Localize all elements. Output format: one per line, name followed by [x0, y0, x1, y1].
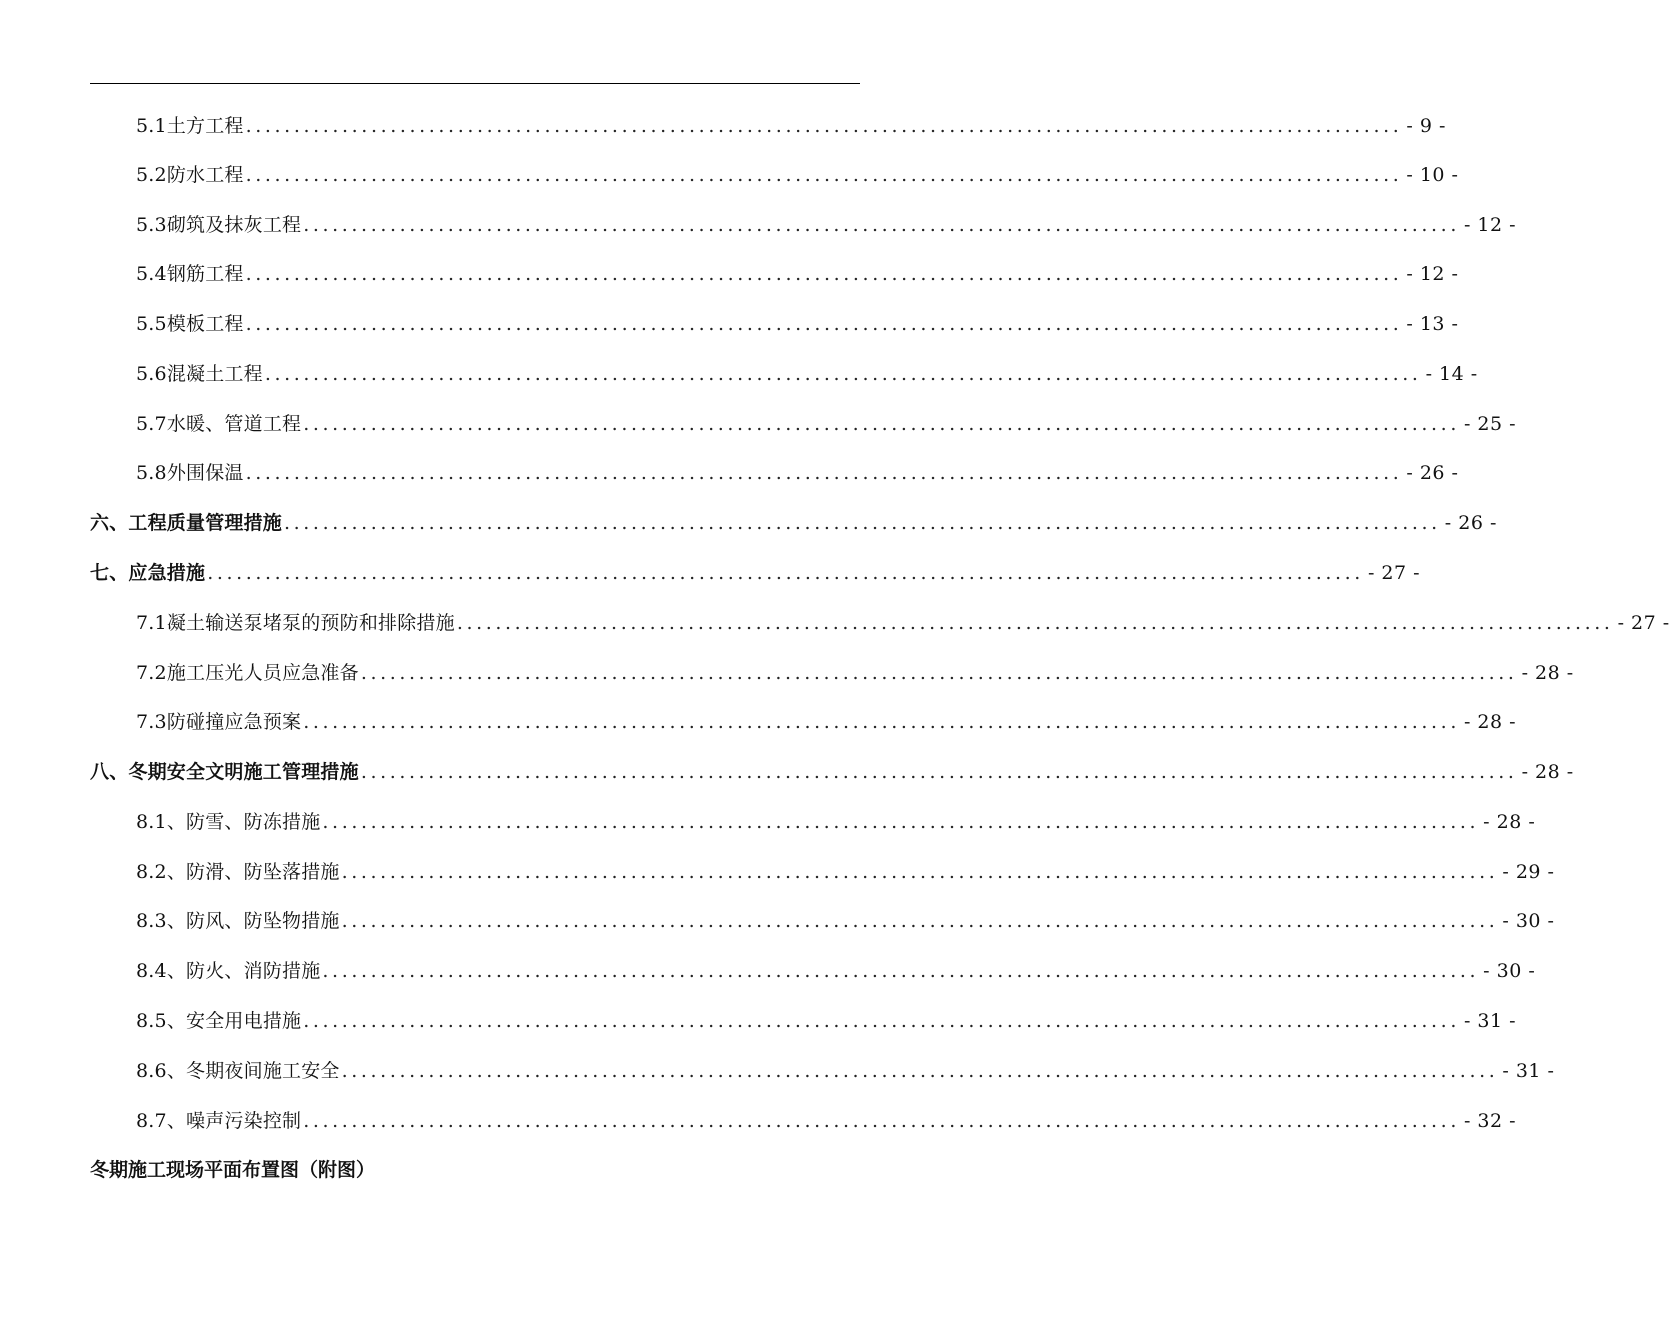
toc-entry-7-3[interactable]	[136, 707, 1517, 737]
dot-leader: ........................................................................................................................	[341, 861, 1499, 883]
toc-entry-title: 5.5模板工程	[136, 313, 244, 335]
toc-entry-title: 六、工程质量管理措施	[90, 512, 283, 534]
toc-entry-title: 8.2、防滑、防坠落措施	[136, 861, 340, 883]
toc-entry-8-4[interactable]	[136, 956, 1536, 986]
toc-entry-title: 7.2施工压光人员应急准备	[136, 662, 359, 684]
toc-entry-7-2[interactable]	[136, 658, 1574, 688]
appendix-heading: 冬期施工现场平面布置图（附图）	[90, 1159, 376, 1181]
toc-entry-title: 5.7水暖、管道工程	[136, 413, 302, 435]
toc-entry-title: 5.3砌筑及抹灰工程	[136, 214, 302, 236]
toc-page-number: - 31 -	[1502, 1060, 1555, 1082]
toc-page-number: - 29 -	[1502, 861, 1555, 883]
dot-leader: ........................................................................................................................	[322, 811, 1480, 833]
toc-entry-section-6[interactable]	[90, 508, 1497, 538]
toc-entry-title: 8.5、安全用电措施	[136, 1010, 302, 1032]
toc-page-number: - 32 -	[1463, 1110, 1517, 1132]
dot-leader: ........................................................................................................................	[341, 1060, 1499, 1082]
toc-entry-title: 8.7、噪声污染控制	[136, 1110, 302, 1132]
dot-leader: ........................................................................................................................	[303, 711, 1460, 733]
toc-entry-title: 8.6、冬期夜间施工安全	[136, 1060, 340, 1082]
dot-leader: ........................................................................................................................	[303, 1110, 1460, 1132]
toc-page-number: - 14 -	[1425, 363, 1478, 385]
toc-page-number: - 28 -	[1521, 662, 1574, 684]
toc-entry-5-5[interactable]	[136, 309, 1459, 339]
toc-entry-section-8[interactable]	[90, 757, 1574, 787]
toc-entry-5-8[interactable]	[136, 458, 1459, 488]
toc-entry-8-5[interactable]	[136, 1006, 1517, 1036]
toc-page-number: - 28 -	[1463, 711, 1517, 733]
toc-entry-title: 7.1凝土输送泵堵泵的预防和排除措施	[136, 612, 455, 634]
toc-page-number: - 31 -	[1463, 1010, 1517, 1032]
toc-entry-7-1[interactable]	[136, 608, 1670, 638]
toc-entry-title: 5.1土方工程	[136, 115, 244, 137]
toc-entry-title: 8.3、防风、防坠物措施	[136, 910, 340, 932]
toc-page-number: - 13 -	[1406, 313, 1459, 335]
toc-entry-5-4[interactable]	[136, 259, 1459, 289]
toc-entry-8-2[interactable]	[136, 857, 1555, 887]
dot-leader: ........................................................................................................................	[303, 413, 1460, 435]
toc-entry-5-6[interactable]	[136, 359, 1478, 389]
dot-leader: ........................................................................................................................	[207, 562, 1364, 584]
dot-leader: ........................................................................................................................	[360, 761, 1518, 783]
toc-entry-title: 5.4钢筋工程	[136, 263, 244, 285]
toc-entry-8-1[interactable]	[136, 807, 1536, 837]
toc-page-number: - 27 -	[1617, 612, 1670, 634]
toc-page-number: - 30 -	[1483, 960, 1536, 982]
toc-entry-5-7[interactable]	[136, 409, 1517, 439]
dot-leader: ........................................................................................................................	[303, 1010, 1460, 1032]
dot-leader: ........................................................................................................................	[322, 960, 1480, 982]
toc-page-number: - 12 -	[1463, 214, 1517, 236]
dot-leader: ........................................................................................................................	[456, 612, 1614, 634]
toc-page-number: - 26 -	[1444, 512, 1497, 534]
toc-entry-5-3[interactable]	[136, 210, 1517, 240]
toc-entry-title: 5.8外围保温	[136, 462, 244, 484]
dot-leader: ........................................................................................................................	[245, 313, 1403, 335]
toc-entry-title: 7.3防碰撞应急预案	[136, 711, 302, 733]
dot-leader: ........................................................................................................................	[284, 512, 1441, 534]
toc-page-number: - 26 -	[1406, 462, 1459, 484]
dot-leader: ........................................................................................................................	[245, 462, 1403, 484]
toc-entry-title: 七、应急措施	[90, 562, 206, 584]
toc-entry-8-6[interactable]	[136, 1056, 1555, 1086]
toc-page-number: - 28 -	[1521, 761, 1574, 783]
toc-page-number: - 28 -	[1483, 811, 1536, 833]
dot-leader: ........................................................................................................................	[245, 115, 1403, 137]
toc-page-number: - 12 -	[1406, 263, 1459, 285]
dot-leader: ........................................................................................................................	[360, 662, 1518, 684]
header-rule	[90, 83, 860, 84]
toc-entry-title: 5.2防水工程	[136, 164, 244, 186]
toc-page-number: - 10 -	[1406, 164, 1459, 186]
toc-entry-5-2[interactable]	[136, 160, 1459, 190]
dot-leader: ........................................................................................................................	[245, 263, 1403, 285]
dot-leader: ........................................................................................................................	[264, 363, 1422, 385]
dot-leader: ........................................................................................................................	[303, 214, 1460, 236]
toc-page-number: - 30 -	[1502, 910, 1555, 932]
toc-entry-title: 8.4、防火、消防措施	[136, 960, 321, 982]
toc-entry-title: 八、冬期安全文明施工管理措施	[90, 761, 359, 783]
toc-page-number: - 9 -	[1406, 115, 1446, 137]
toc-entry-title: 8.1、防雪、防冻措施	[136, 811, 321, 833]
toc-entry-5-1[interactable]	[136, 111, 1446, 141]
toc-page-number: - 25 -	[1463, 413, 1517, 435]
toc-entry-section-7[interactable]	[90, 558, 1421, 588]
toc-page-number: - 27 -	[1367, 562, 1421, 584]
toc-entry-8-3[interactable]	[136, 906, 1555, 936]
toc-entry-8-7[interactable]	[136, 1106, 1517, 1136]
toc-entry-title: 5.6混凝土工程	[136, 363, 263, 385]
dot-leader: ........................................................................................................................	[245, 164, 1403, 186]
dot-leader: ........................................................................................................................	[341, 910, 1499, 932]
